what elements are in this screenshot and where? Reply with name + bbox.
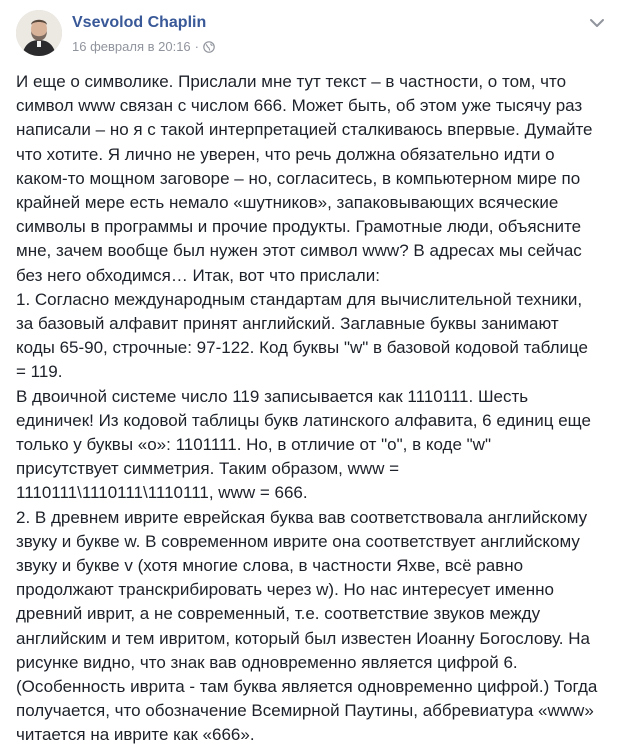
post-timestamp[interactable]: 16 февраля в 20:16 [72, 39, 191, 54]
post-text-line: написали – но я с такой интерпретацией сталкиваюсь впервые. Думайте [16, 120, 593, 140]
post-text-line: звуку и букве w. В современном иврите она соответствует английскому [16, 531, 580, 551]
author-name[interactable]: Vsevolod Chaplin [72, 14, 207, 31]
avatar[interactable] [16, 10, 62, 56]
post-text-line: за базовый алфавит принят английский. Заглавные буквы занимают [16, 314, 559, 334]
post-text-line: коды 65-90, строчные: 97-122. Код буквы "w" в базовой кодовой таблице [16, 338, 589, 358]
post-text-line: символы в программы и прочие продукты. Грамотные люди, объясните [16, 217, 582, 237]
post-text-line: только у буквы «о»: 1101111. Но, в отличие от "о", в коде "w" [16, 435, 491, 455]
meta-separator: · [194, 39, 199, 54]
post-text-line: 1. Согласно международным стандартам для вычислительной техники, [16, 289, 583, 309]
post-text-line: древний иврит, а не современный, т.е. соответствие звуков между [16, 604, 541, 624]
globe-icon[interactable] [203, 41, 215, 53]
post-text-line: крайней мере есть немало «шутников», запаковывающих всяческие [16, 193, 559, 213]
post-text-line: читается на иврите как «666». [16, 725, 255, 745]
post-text-line: звуку и букве v (хотя многие слова, в частности Яхве, всё равно [16, 556, 524, 576]
post-text-line: получается, что обозначение Всемирной Паутины, аббревиатура «www» [16, 701, 594, 721]
post-text [16, 70, 606, 748]
post-text-line: = 119. [16, 362, 63, 382]
post-text-line: И еще о символике. Прислали мне тут текст – в частности, о том, что [16, 72, 567, 91]
post-text-line: присутствует симметрия. Таким образом, www = [16, 459, 400, 479]
chevron-down-icon[interactable] [588, 16, 606, 30]
post-header [16, 10, 606, 60]
post-text-line: 2. В древнем иврите еврейская буква вав соответствовала английскому [16, 507, 588, 527]
post-text-line: символ www связан с числом 666. Может быть, об этом уже тысячу раз [16, 96, 583, 116]
post-text-line: каком-то мощном заговоре – но, согласитесь, в компьютерном мире по [16, 168, 581, 188]
avatar-portrait [16, 10, 62, 56]
post-text-line: рисунке видно, что знак вав одновременно является цифрой 6. [16, 652, 518, 672]
post-text-line: без него обходимся… Итак, вот что прислали: [16, 265, 380, 285]
post-text-line: В двоичной системе число 119 записывается как 1110111. Шесть [16, 386, 529, 406]
post-text-line: продолжают транскрибировать через w). Но нас интересует именно [16, 580, 554, 600]
post-text-line: мне, зачем вообще был нужен этот символ www? В адресах мы сейчас [16, 241, 582, 261]
post-meta [72, 39, 215, 54]
post-text-line: английским и тем ивритом, который был известен Иоанну Богослову. На [16, 628, 590, 648]
post-text-line: что хотите. Я лично не уверен, что речь должна обязательно идти о [16, 144, 555, 164]
post-text-line: 1110111\1110111\1110111, www = 666. [16, 483, 308, 503]
post-text-line: единичек! Из кодовой таблицы букв латинского алфавита, 6 единиц еще [16, 410, 591, 430]
post-text-line: (Особенность иврита - там буква является одновременно цифрой.) Тогда [16, 677, 598, 697]
